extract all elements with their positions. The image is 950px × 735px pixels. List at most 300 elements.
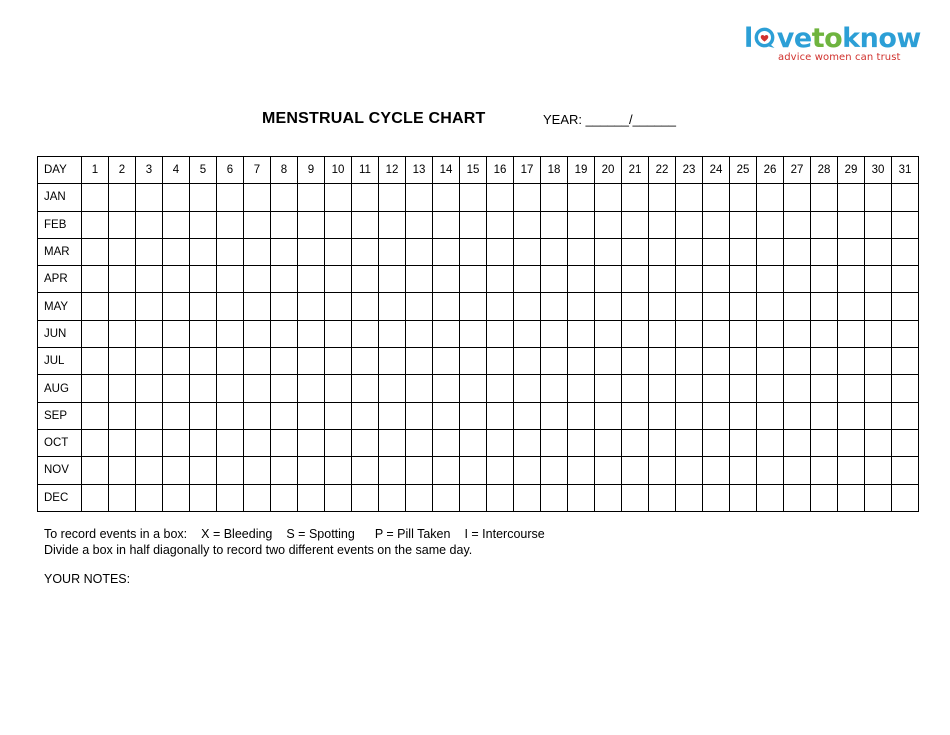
day-cell <box>352 293 379 320</box>
day-cell <box>865 293 892 320</box>
day-cell <box>838 320 865 347</box>
day-cell <box>190 184 217 211</box>
day-cell <box>676 429 703 456</box>
day-cell <box>190 348 217 375</box>
day-cell <box>757 402 784 429</box>
day-cell <box>838 211 865 238</box>
day-cell <box>730 266 757 293</box>
day-cell <box>568 402 595 429</box>
day-cell <box>109 293 136 320</box>
day-cell <box>541 348 568 375</box>
month-row <box>38 429 919 456</box>
day-cell <box>622 429 649 456</box>
day-header-25: 25 <box>730 157 757 184</box>
day-cell <box>622 293 649 320</box>
day-cell <box>190 320 217 347</box>
day-header-7: 7 <box>244 157 271 184</box>
day-cell <box>595 184 622 211</box>
day-cell <box>730 184 757 211</box>
day-cell <box>487 293 514 320</box>
day-cell <box>406 429 433 456</box>
day-cell <box>271 211 298 238</box>
day-header-31: 31 <box>892 157 919 184</box>
day-cell <box>757 238 784 265</box>
day-cell <box>649 238 676 265</box>
day-cell <box>325 238 352 265</box>
day-cell <box>649 402 676 429</box>
day-cell <box>379 184 406 211</box>
day-cell <box>568 293 595 320</box>
day-cell <box>433 238 460 265</box>
day-cell <box>811 429 838 456</box>
day-cell <box>109 320 136 347</box>
day-cell <box>217 238 244 265</box>
day-cell <box>271 484 298 511</box>
day-header-8: 8 <box>271 157 298 184</box>
day-cell <box>379 429 406 456</box>
day-cell <box>460 457 487 484</box>
day-cell <box>352 429 379 456</box>
day-cell <box>217 266 244 293</box>
day-cell <box>487 402 514 429</box>
day-cell <box>136 429 163 456</box>
day-cell <box>784 402 811 429</box>
month-label: JUN <box>38 320 82 347</box>
day-cell <box>82 211 109 238</box>
day-cell <box>82 375 109 402</box>
day-cell <box>784 184 811 211</box>
day-cell <box>460 238 487 265</box>
day-cell <box>406 266 433 293</box>
day-cell <box>784 348 811 375</box>
month-row <box>38 402 919 429</box>
day-cell <box>298 238 325 265</box>
month-label: JUL <box>38 348 82 375</box>
legend-pill-taken: P = Pill Taken <box>374 527 451 541</box>
day-cell <box>730 293 757 320</box>
day-header-2: 2 <box>109 157 136 184</box>
month-label: FEB <box>38 211 82 238</box>
page-title: MENSTRUAL CYCLE CHART <box>262 110 486 127</box>
day-header-16: 16 <box>487 157 514 184</box>
day-cell <box>568 484 595 511</box>
day-cell <box>298 457 325 484</box>
day-cell <box>190 375 217 402</box>
day-cell <box>460 211 487 238</box>
day-cell <box>217 429 244 456</box>
day-header-23: 23 <box>676 157 703 184</box>
day-cell <box>784 266 811 293</box>
day-cell <box>244 457 271 484</box>
day-cell <box>838 375 865 402</box>
day-cell <box>595 320 622 347</box>
day-cell <box>865 375 892 402</box>
day-cell <box>406 293 433 320</box>
day-cell <box>730 375 757 402</box>
day-cell <box>82 238 109 265</box>
day-cell <box>541 402 568 429</box>
day-cell <box>136 402 163 429</box>
day-cell <box>325 457 352 484</box>
day-cell <box>325 375 352 402</box>
grid-header-row <box>38 157 919 184</box>
day-cell <box>676 402 703 429</box>
day-cell <box>649 211 676 238</box>
day-cell <box>514 320 541 347</box>
day-cell <box>487 211 514 238</box>
day-cell <box>325 320 352 347</box>
logo-part-know: know <box>842 23 921 54</box>
day-cell <box>811 293 838 320</box>
legend-spotting: S = Spotting <box>286 527 355 541</box>
day-header-13: 13 <box>406 157 433 184</box>
day-cell <box>379 266 406 293</box>
day-cell <box>757 211 784 238</box>
day-cell <box>163 320 190 347</box>
day-cell <box>703 457 730 484</box>
day-cell <box>82 457 109 484</box>
day-cell <box>784 320 811 347</box>
month-row <box>38 348 919 375</box>
day-cell <box>433 320 460 347</box>
day-cell <box>109 211 136 238</box>
day-cell <box>730 402 757 429</box>
day-cell <box>703 266 730 293</box>
day-cell <box>892 429 919 456</box>
day-cell <box>190 293 217 320</box>
legend <box>44 526 545 558</box>
day-cell <box>244 293 271 320</box>
day-cell <box>757 429 784 456</box>
day-cell <box>676 484 703 511</box>
day-cell <box>271 320 298 347</box>
day-cell <box>136 238 163 265</box>
day-cell <box>379 484 406 511</box>
day-cell <box>487 184 514 211</box>
day-cell <box>271 348 298 375</box>
day-cell <box>406 211 433 238</box>
day-cell <box>676 348 703 375</box>
notes-label: YOUR NOTES: <box>44 572 131 586</box>
day-cell <box>406 375 433 402</box>
day-cell <box>784 457 811 484</box>
day-cell <box>622 184 649 211</box>
day-cell <box>892 402 919 429</box>
day-cell <box>730 457 757 484</box>
day-header-28: 28 <box>811 157 838 184</box>
day-cell <box>622 266 649 293</box>
month-label: MAR <box>38 238 82 265</box>
day-cell <box>865 402 892 429</box>
day-cell <box>811 320 838 347</box>
day-cell <box>460 484 487 511</box>
day-cell <box>298 184 325 211</box>
day-cell <box>703 211 730 238</box>
day-cell <box>352 211 379 238</box>
day-cell <box>163 184 190 211</box>
day-header-1: 1 <box>82 157 109 184</box>
day-cell <box>838 348 865 375</box>
day-cell <box>757 348 784 375</box>
day-cell <box>838 484 865 511</box>
day-cell <box>298 266 325 293</box>
day-cell <box>622 402 649 429</box>
day-cell <box>865 266 892 293</box>
logo-wordmark <box>744 24 921 54</box>
day-header-15: 15 <box>460 157 487 184</box>
day-cell <box>352 184 379 211</box>
day-cell <box>487 320 514 347</box>
logo-part-ve: ve <box>776 23 812 54</box>
day-cell <box>514 402 541 429</box>
day-cell <box>244 211 271 238</box>
day-cell <box>379 238 406 265</box>
day-cell <box>379 457 406 484</box>
day-cell <box>109 184 136 211</box>
day-cell <box>703 238 730 265</box>
day-cell <box>352 348 379 375</box>
day-cell <box>703 348 730 375</box>
day-cell <box>676 211 703 238</box>
month-label: JAN <box>38 184 82 211</box>
legend-intro: To record events in a box: <box>44 527 188 541</box>
day-cell <box>541 484 568 511</box>
day-cell <box>622 211 649 238</box>
day-cell <box>163 211 190 238</box>
day-header-12: 12 <box>379 157 406 184</box>
day-cell <box>163 429 190 456</box>
day-cell <box>460 348 487 375</box>
day-cell <box>190 429 217 456</box>
day-cell <box>649 320 676 347</box>
day-cell <box>379 320 406 347</box>
day-header-22: 22 <box>649 157 676 184</box>
day-cell <box>136 320 163 347</box>
day-cell <box>784 238 811 265</box>
day-cell <box>298 484 325 511</box>
day-cell <box>325 211 352 238</box>
day-cell <box>136 293 163 320</box>
day-cell <box>622 457 649 484</box>
day-cell <box>460 266 487 293</box>
day-cell <box>595 211 622 238</box>
day-header-11: 11 <box>352 157 379 184</box>
day-cell <box>784 375 811 402</box>
day-cell <box>622 375 649 402</box>
day-cell <box>865 238 892 265</box>
day-cell <box>406 348 433 375</box>
day-cell <box>217 402 244 429</box>
day-cell <box>352 402 379 429</box>
day-cell <box>433 293 460 320</box>
day-cell <box>325 266 352 293</box>
day-cell <box>568 211 595 238</box>
day-cell <box>217 375 244 402</box>
day-cell <box>136 184 163 211</box>
day-cell <box>541 266 568 293</box>
day-header-4: 4 <box>163 157 190 184</box>
day-cell <box>865 429 892 456</box>
day-cell <box>244 429 271 456</box>
day-cell <box>730 484 757 511</box>
day-cell <box>541 293 568 320</box>
day-cell <box>703 184 730 211</box>
day-cell <box>190 402 217 429</box>
day-cell <box>217 320 244 347</box>
day-cell <box>298 211 325 238</box>
day-cell <box>244 320 271 347</box>
day-column-header: DAY <box>38 157 82 184</box>
day-cell <box>892 184 919 211</box>
day-cell <box>730 320 757 347</box>
logo-part-to: to <box>811 23 843 54</box>
day-cell <box>190 266 217 293</box>
day-cell <box>109 429 136 456</box>
legend-intercourse: I = Intercourse <box>464 527 545 541</box>
month-row <box>38 320 919 347</box>
cycle-chart-grid <box>37 156 919 512</box>
month-label: MAY <box>38 293 82 320</box>
day-header-9: 9 <box>298 157 325 184</box>
heart-speech-bubble-icon <box>754 26 776 48</box>
day-header-26: 26 <box>757 157 784 184</box>
day-cell <box>406 238 433 265</box>
day-header-14: 14 <box>433 157 460 184</box>
day-cell <box>649 484 676 511</box>
day-cell <box>568 266 595 293</box>
day-header-30: 30 <box>865 157 892 184</box>
day-cell <box>433 211 460 238</box>
day-cell <box>703 375 730 402</box>
day-cell <box>676 293 703 320</box>
day-cell <box>838 402 865 429</box>
day-cell <box>163 402 190 429</box>
day-cell <box>676 266 703 293</box>
day-cell <box>163 266 190 293</box>
day-cell <box>433 348 460 375</box>
day-header-19: 19 <box>568 157 595 184</box>
day-cell <box>649 184 676 211</box>
day-cell <box>352 320 379 347</box>
day-cell <box>811 402 838 429</box>
day-cell <box>703 293 730 320</box>
day-cell <box>271 184 298 211</box>
month-label: SEP <box>38 402 82 429</box>
day-cell <box>433 266 460 293</box>
day-cell <box>433 484 460 511</box>
day-cell <box>595 266 622 293</box>
day-cell <box>595 457 622 484</box>
day-cell <box>487 457 514 484</box>
day-cell <box>811 211 838 238</box>
day-cell <box>676 238 703 265</box>
day-cell <box>811 484 838 511</box>
day-cell <box>487 238 514 265</box>
day-cell <box>811 266 838 293</box>
day-cell <box>406 457 433 484</box>
day-cell <box>541 457 568 484</box>
day-cell <box>811 348 838 375</box>
day-cell <box>703 320 730 347</box>
day-cell <box>136 375 163 402</box>
day-cell <box>433 402 460 429</box>
day-cell <box>433 375 460 402</box>
day-cell <box>298 320 325 347</box>
month-label: OCT <box>38 429 82 456</box>
day-cell <box>109 348 136 375</box>
day-cell <box>271 266 298 293</box>
day-cell <box>784 429 811 456</box>
day-cell <box>811 375 838 402</box>
day-cell <box>82 429 109 456</box>
day-cell <box>460 402 487 429</box>
day-cell <box>271 238 298 265</box>
day-cell <box>217 184 244 211</box>
day-cell <box>82 293 109 320</box>
day-cell <box>244 402 271 429</box>
day-cell <box>244 238 271 265</box>
day-cell <box>514 266 541 293</box>
day-cell <box>379 402 406 429</box>
day-cell <box>379 293 406 320</box>
day-cell <box>892 348 919 375</box>
day-cell <box>460 293 487 320</box>
day-cell <box>649 457 676 484</box>
day-cell <box>460 320 487 347</box>
day-cell <box>514 457 541 484</box>
day-cell <box>298 402 325 429</box>
day-cell <box>595 375 622 402</box>
day-cell <box>136 457 163 484</box>
day-header-17: 17 <box>514 157 541 184</box>
day-cell <box>865 484 892 511</box>
day-cell <box>568 348 595 375</box>
logo-part-l: l <box>744 23 753 54</box>
day-cell <box>514 211 541 238</box>
day-cell <box>217 484 244 511</box>
day-cell <box>811 457 838 484</box>
lovetoknow-logo <box>744 24 934 66</box>
day-cell <box>892 457 919 484</box>
day-cell <box>865 184 892 211</box>
day-cell <box>622 320 649 347</box>
day-cell <box>325 184 352 211</box>
day-cell <box>514 484 541 511</box>
day-cell <box>460 375 487 402</box>
day-cell <box>730 348 757 375</box>
day-cell <box>433 429 460 456</box>
day-cell <box>676 375 703 402</box>
day-cell <box>514 348 541 375</box>
day-cell <box>298 375 325 402</box>
day-cell <box>892 238 919 265</box>
day-cell <box>298 429 325 456</box>
day-cell <box>838 266 865 293</box>
day-cell <box>163 375 190 402</box>
day-cell <box>82 184 109 211</box>
day-cell <box>352 457 379 484</box>
day-cell <box>325 484 352 511</box>
day-header-18: 18 <box>541 157 568 184</box>
day-cell <box>838 457 865 484</box>
day-cell <box>109 238 136 265</box>
legend-bleeding: X = Bleeding <box>201 527 273 541</box>
day-cell <box>460 429 487 456</box>
day-cell <box>190 484 217 511</box>
day-cell <box>82 266 109 293</box>
day-cell <box>568 375 595 402</box>
day-cell <box>406 484 433 511</box>
